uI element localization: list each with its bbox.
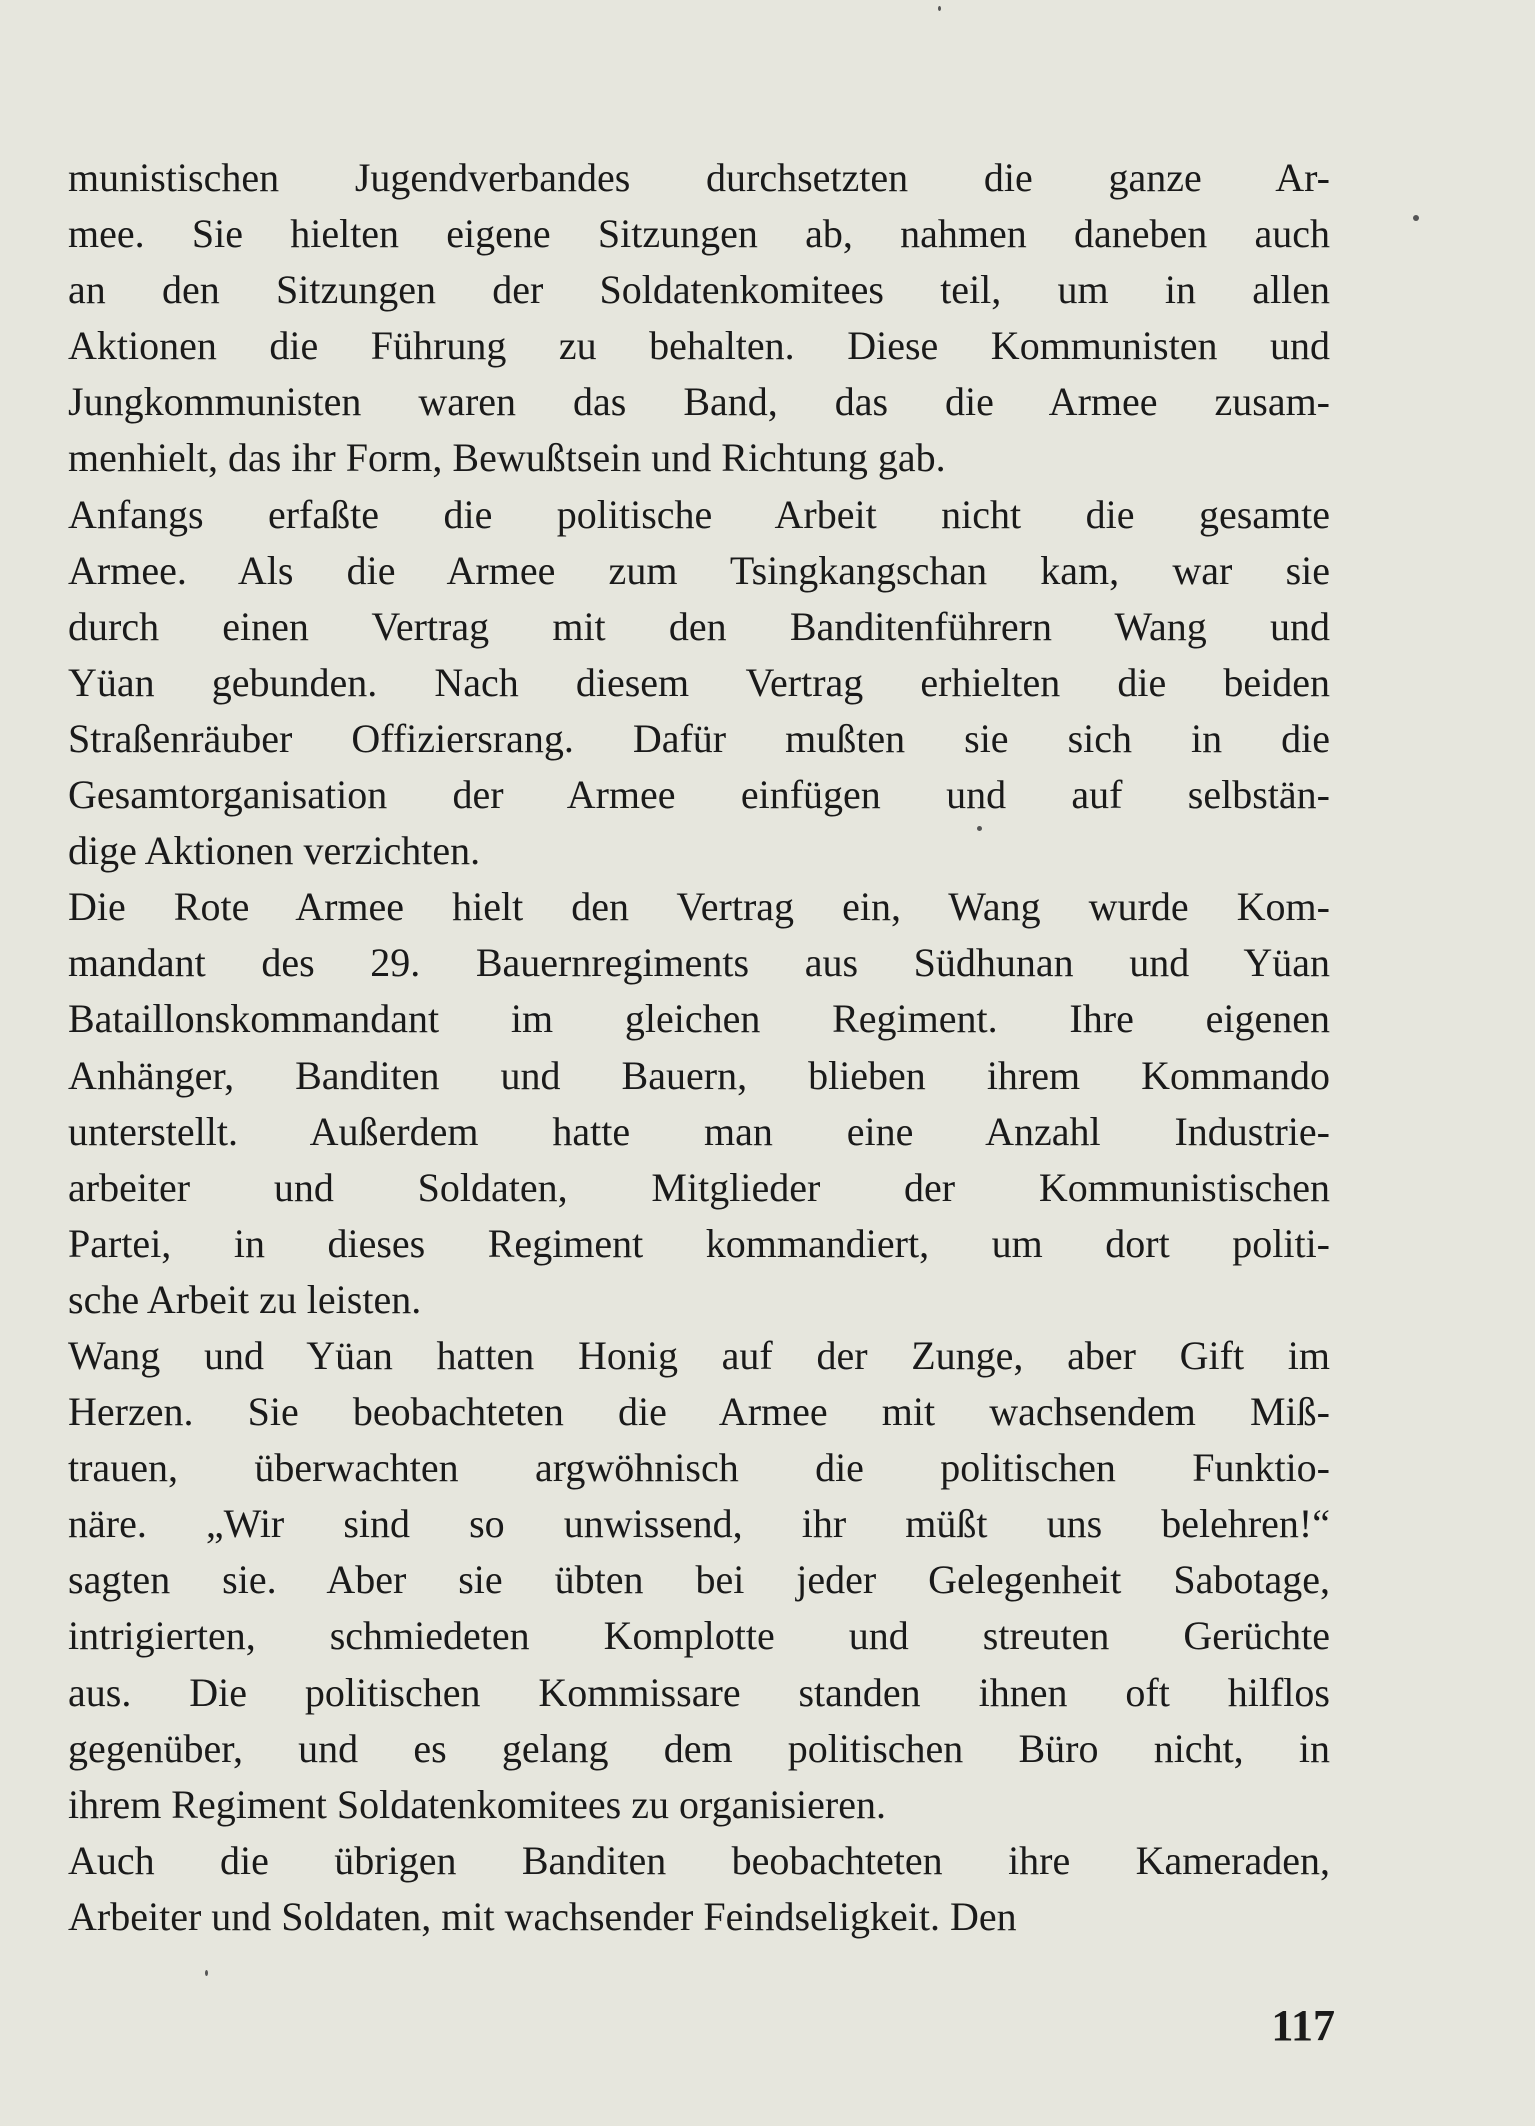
text-line: Partei, in dieses Regiment kommandiert, um dort politi- bbox=[68, 1220, 1330, 1266]
text-line: Aktionen die Führung zu behalten. Diese Kommunisten und bbox=[68, 323, 1330, 369]
dust-speck bbox=[205, 1970, 208, 1976]
text-line: Herzen. Sie beobachteten die Armee mit wachsendem Miß- bbox=[68, 1389, 1330, 1435]
text-line: unterstellt. Außerdem hatte man eine Anzahl Industrie- bbox=[68, 1108, 1330, 1154]
text-line: Anhänger, Banditen und Bauern, blieben ihrem Kommando bbox=[68, 1052, 1330, 1098]
page-number: 117 bbox=[1271, 2001, 1335, 2050]
text-line: Armee. Als die Armee zum Tsingkangschan kam, war sie bbox=[68, 547, 1330, 593]
text-line: an den Sitzungen der Soldatenkomitees teil, um in allen bbox=[68, 267, 1330, 313]
text-line: Auch die übrigen Banditen beobachteten ihre Kameraden, bbox=[68, 1837, 1330, 1883]
text-line: aus. Die politischen Kommissare standen ihnen oft hilflos bbox=[68, 1669, 1330, 1715]
text-line: sche Arbeit zu leisten. bbox=[68, 1276, 422, 1322]
dust-speck bbox=[938, 6, 941, 11]
text-line: Jungkommunisten waren das Band, das die Armee zusam- bbox=[68, 379, 1330, 425]
text-line: Wang und Yüan hatten Honig auf der Zunge, aber Gift im bbox=[68, 1332, 1330, 1378]
text-line: mee. Sie hielten eigene Sitzungen ab, nahmen daneben auch bbox=[68, 211, 1330, 257]
text-line: näre. „Wir sind so unwissend, ihr müßt uns belehren!“ bbox=[68, 1501, 1330, 1547]
dust-speck bbox=[1413, 215, 1419, 221]
text-line: Arbeiter und Soldaten, mit wachsender Feindseligkeit. Den bbox=[68, 1893, 1017, 1939]
text-line: menhielt, das ihr Form, Bewußtsein und Richtung gab. bbox=[68, 435, 946, 481]
dust-speck bbox=[977, 826, 982, 831]
text-line: Bataillonskommandant im gleichen Regiment. Ihre eigenen bbox=[68, 996, 1330, 1042]
text-line: sagten sie. Aber sie übten bei jeder Gelegenheit Sabotage, bbox=[68, 1557, 1330, 1603]
text-line: intrigierten, schmiedeten Komplotte und streuten Gerüchte bbox=[68, 1613, 1330, 1659]
text-line: munistischen Jugendverbandes durchsetzten die ganze Ar- bbox=[68, 155, 1330, 200]
text-line: Anfangs erfaßte die politische Arbeit nicht die gesamte bbox=[68, 491, 1330, 537]
text-line: ihrem Regiment Soldatenkomitees zu organisieren. bbox=[68, 1781, 886, 1827]
text-line: mandant des 29. Bauernregiments aus Südhunan und Yüan bbox=[68, 940, 1330, 986]
text-line: gegenüber, und es gelang dem politischen Büro nicht, in bbox=[68, 1725, 1330, 1771]
text-line: dige Aktionen verzichten. bbox=[68, 828, 481, 874]
text-line: Yüan gebunden. Nach diesem Vertrag erhielten die beiden bbox=[68, 659, 1330, 705]
text-line: Gesamtorganisation der Armee einfügen und auf selbstän- bbox=[68, 772, 1330, 818]
text-line: Die Rote Armee hielt den Vertrag ein, Wang wurde Kom- bbox=[68, 884, 1330, 930]
text-line: trauen, überwachten argwöhnisch die politischen Funktio- bbox=[68, 1445, 1330, 1491]
text-line: durch einen Vertrag mit den Banditenführern Wang und bbox=[68, 603, 1330, 649]
text-line: Straßenräuber Offiziersrang. Dafür mußten sie sich in die bbox=[68, 715, 1330, 761]
body-text bbox=[68, 150, 1330, 1945]
text-line: arbeiter und Soldaten, Mitglieder der Kommunistischen bbox=[68, 1164, 1330, 1210]
